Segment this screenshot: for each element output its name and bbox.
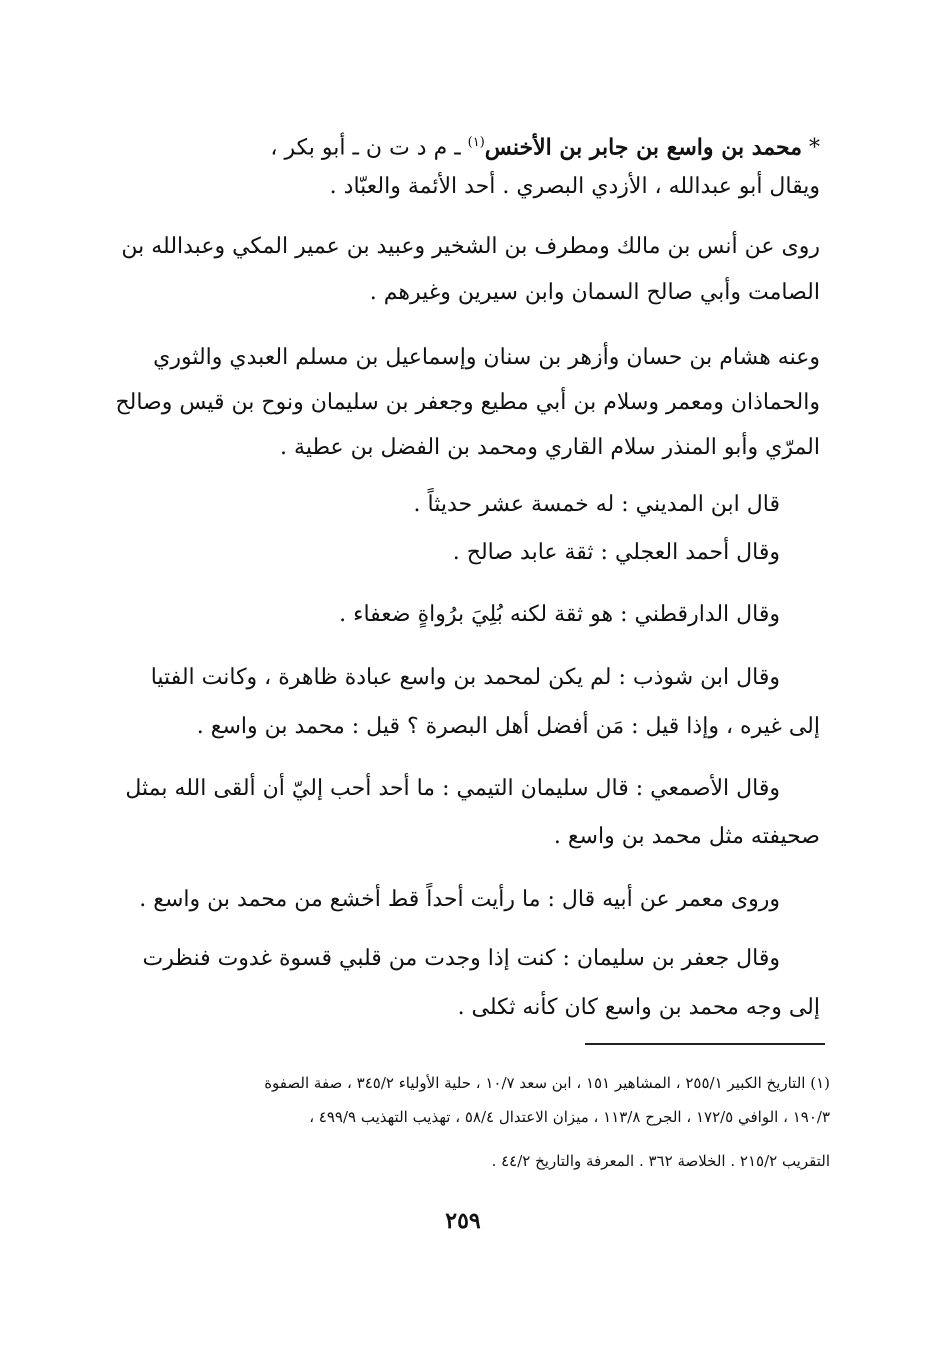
quote-jafar-line-1: وقال جعفر بن سليمان : كنت إذا وجدت من قلبي قسوة غدوت فنظرت xyxy=(142,946,780,971)
quote-ibn-shawdhab-line-2: إلى غيره ، وإذا قيل : مَن أفضل أهل البصرة ؟ قيل : محمد بن واسع . xyxy=(196,714,820,739)
footnote-reference: (١) xyxy=(467,135,485,150)
quote-al-asmai-line-2: صحيفته مثل محمد بن واسع . xyxy=(553,824,820,849)
entry-kunya-line: ويقال أبو عبدالله ، الأزدي البصري . أحد الأئمة والعبّاد . xyxy=(329,174,820,199)
quote-al-daraqutni: وقال الدارقطني : هو ثقة لكنه بُلِيَ برُواةٍ ضعفاء . xyxy=(339,602,780,627)
entry-marker: * xyxy=(809,135,820,161)
footnote-line-1: (١) التاريخ الكبير ٢٥٥/١ ، المشاهير ١٥١ ، ابن سعد ١٠/٧ ، حلية الأولياء ٣٤٥/٢ ، صفة الصفوة xyxy=(264,1074,830,1092)
entry-heading-line xyxy=(140,128,820,163)
entry-name: محمد بن واسع بن جابر بن الأخنس xyxy=(484,134,802,161)
footnote-line-2: ١٩٠/٣ ، الوافي ١٧٢/٥ ، الجرح ١١٣/٨ ، ميزان الاعتدال ٥٨/٤ ، تهذيب التهذيب ٤٩٩/٩ ، xyxy=(309,1108,830,1126)
quote-mamar: وروى معمر عن أبيه قال : ما رأيت أحداً قط أخشع من محمد بن واسع . xyxy=(139,887,780,912)
footnote-line-3: التقريب ٢١٥/٢ . الخلاصة ٣٦٢ . المعرفة والتاريخ ٤٤/٢ . xyxy=(491,1152,830,1170)
footnote-divider xyxy=(585,1043,825,1045)
entry-codes: ـ م د ت ن ـ أبو بكر ، xyxy=(270,135,461,161)
paragraph-narrators-to-line-2: والحماذان ومعمر وسلام بن أبي مطيع وجعفر بن سليمان ونوح بن قيس وصالح xyxy=(115,390,820,415)
quote-al-asmai-line-1: وقال الأصمعي : قال سليمان التيمي : ما أحد أحب إليّ أن ألقى الله بمثل xyxy=(125,776,780,801)
paragraph-narrators-to-line-1: وعنه هشام بن حسان وأزهر بن سنان وإسماعيل بن مسلم العبدي والثوري xyxy=(153,345,820,370)
paragraph-narrators-to-line-3: المرّي وأبو المنذر سلام القاري ومحمد بن الفضل بن عطية . xyxy=(280,435,820,460)
quote-ibn-shawdhab-line-1: وقال ابن شوذب : لم يكن لمحمد بن واسع عبادة ظاهرة ، وكانت الفتيا xyxy=(150,665,780,690)
page-number: ٢٥٩ xyxy=(445,1208,481,1234)
quote-jafar-line-2: إلى وجه محمد بن واسع كان كأنه ثكلى . xyxy=(457,995,820,1020)
quote-ahmad-al-ijli: وقال أحمد العجلي : ثقة عابد صالح . xyxy=(452,540,780,565)
paragraph-narrators-from-line-1: روى عن أنس بن مالك ومطرف بن الشخير وعبيد بن عمير المكي وعبدالله بن xyxy=(121,234,820,259)
quote-ibn-al-madini: قال ابن المديني : له خمسة عشر حديثاً . xyxy=(413,492,780,517)
paragraph-narrators-from-line-2: الصامت وأبي صالح السمان وابن سيرين وغيرهم . xyxy=(369,280,820,305)
